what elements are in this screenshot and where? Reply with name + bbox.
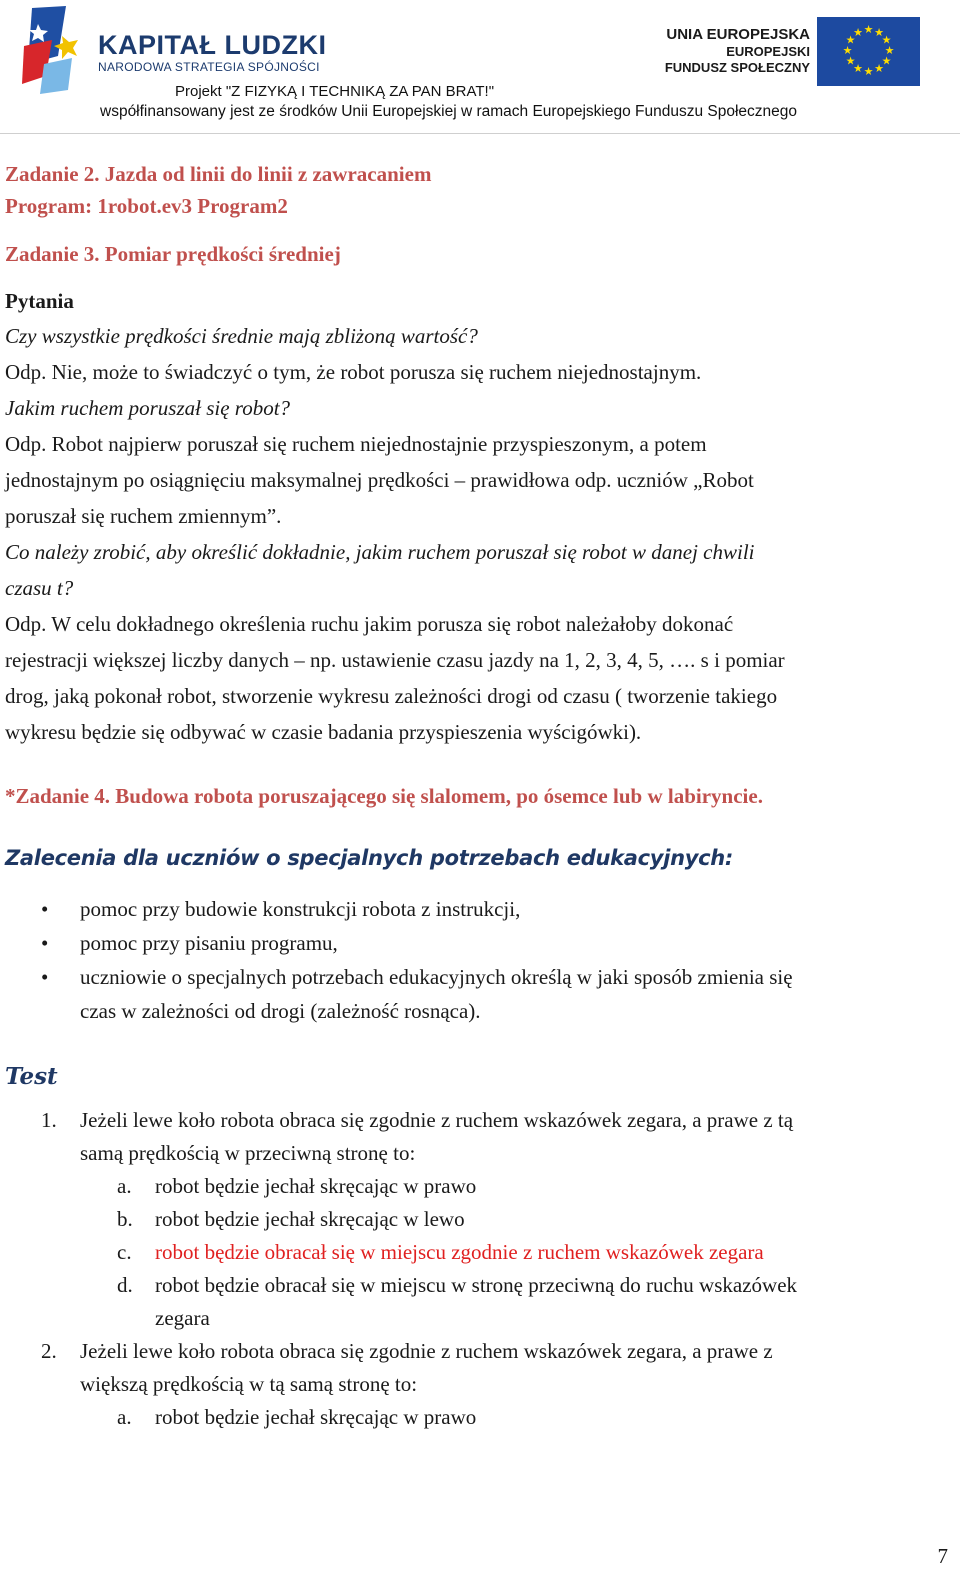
option-d-continuation <box>80 1302 940 1335</box>
svg-text:★: ★ <box>881 54 892 68</box>
question-1: Czy wszystkie prędkości średnie mają zbliżoną wartość? <box>5 324 478 348</box>
answer-2-line-2: jednostajnym po osiągnięciu maksymalnej prędkości – prawidłowa odp. uczniów „Robot <box>5 468 754 492</box>
list-item-text: czas w zależności od drogi (zależność rosnąca). <box>80 999 481 1023</box>
question-2: Jakim ruchem poruszał się robot? <box>5 396 291 420</box>
test-question-1-options <box>80 1170 940 1335</box>
list-item-text: uczniowie o specjalnych potrzebach edukacyjnych określą w jaki sposób zmienia się <box>80 965 793 989</box>
question-3-line-2: czasu t? <box>5 576 74 600</box>
document-header <box>0 0 960 134</box>
svg-text:★: ★ <box>874 62 884 75</box>
answer-2-line-1: Odp. Robot najpierw poruszał się ruchem niejednostajnie przyspieszonym, a potem <box>5 432 707 456</box>
bullet-icon: • <box>41 931 49 955</box>
svg-text:★: ★ <box>853 62 863 75</box>
answer-3-line-3: drog, jaką pokonał robot, stworzenie wykresu zależności drogi od czasu ( tworzenie takiego <box>5 684 778 708</box>
kapital-ludzki-logo-icon <box>22 6 82 94</box>
eu-flag-icon <box>817 17 920 86</box>
list-item-text: pomoc przy budowie konstrukcji robota z instrukcji, <box>80 897 521 921</box>
eu-fund-line2: FUNDUSZ SPOŁECZNY <box>664 60 810 75</box>
answer-1: Odp. Nie, może to świadczyć o tym, że robot porusza się ruchem niejednostajnym. <box>5 360 702 384</box>
svg-text:★: ★ <box>845 33 856 47</box>
svg-text:★: ★ <box>881 33 892 47</box>
task-3-title: Zadanie 3. Pomiar prędkości średniej <box>5 242 341 266</box>
option-letter: d. <box>117 1273 133 1297</box>
option-letter: a. <box>117 1174 132 1198</box>
answer-2-line-3: poruszał się ruchem zmiennym”. <box>5 504 282 528</box>
document-body <box>5 158 940 1434</box>
option-letter: a. <box>117 1405 132 1429</box>
option-text: robot będzie jechał skręcając w prawo <box>155 1174 477 1198</box>
recommendations-list <box>5 892 940 1028</box>
list-item-text: pomoc przy pisaniu programu, <box>80 931 338 955</box>
page-number: 7 <box>937 1544 948 1568</box>
test-heading: Test <box>5 1063 58 1090</box>
kl-title: KAPITAŁ LUDZKI <box>98 30 327 60</box>
svg-text:★: ★ <box>884 44 895 57</box>
option-b <box>80 1203 940 1236</box>
bullet-icon: • <box>41 897 49 921</box>
questions-heading: Pytania <box>5 289 74 313</box>
svg-text:★: ★ <box>853 26 863 39</box>
task-2-program: Program: 1robot.ev3 Program2 <box>5 194 288 218</box>
question-3-line-1: Co należy zrobić, aby określić dokładnie, jakim ruchem poruszał się robot w danej chwili <box>5 540 755 564</box>
kl-subtitle: NARODOWA STRATEGIA SPÓJNOŚCI <box>98 60 320 74</box>
option-letter: b. <box>117 1207 133 1231</box>
cofinancing-note: współfinansowany jest ze środków Unii Europejskiej w ramach Europejskiego Funduszu Społecznego <box>100 103 798 120</box>
test-question-2 <box>5 1335 940 1434</box>
list-item <box>5 892 940 926</box>
test-question-1 <box>5 1104 940 1335</box>
list-item <box>5 926 940 960</box>
option-c-correct <box>80 1236 940 1269</box>
eu-fund-line1: EUROPEJSKI <box>726 44 810 59</box>
option-text: robot będzie jechał skręcając w prawo <box>155 1405 477 1429</box>
option-a <box>80 1401 940 1434</box>
test-question-2-options <box>80 1401 940 1434</box>
header-divider <box>0 133 960 134</box>
project-info <box>0 82 960 122</box>
question-number: 1. <box>41 1108 57 1132</box>
list-item-continuation <box>5 994 940 1028</box>
test-question-1-line-2: samą prędkością w przeciwną stronę to: <box>80 1141 416 1165</box>
kapital-ludzki-wordmark <box>98 30 326 74</box>
option-d <box>80 1269 940 1302</box>
question-number: 2. <box>41 1339 57 1363</box>
option-text: robot będzie obracał się w miejscu w stronę przeciwną do ruchu wskazówek <box>155 1273 798 1297</box>
eu-title: UNIA EUROPEJSKA <box>666 26 810 43</box>
svg-text:★: ★ <box>863 23 874 36</box>
answer-3-line-1: Odp. W celu dokładnego określenia ruchu jakim porusza się robot należałoby dokonać <box>5 612 734 636</box>
project-name: Projekt "Z FIZYKĄ I TECHNIKĄ ZA PAN BRAT!" <box>175 83 495 100</box>
test-question-1-line-1: Jeżeli lewe koło robota obraca się zgodnie z ruchem wskazówek zegara, a prawe z tą <box>80 1108 794 1132</box>
option-text: robot będzie jechał skręcając w lewo <box>155 1207 465 1231</box>
task-2-title: Zadanie 2. Jazda od linii do linii z zawracaniem <box>5 162 432 186</box>
svg-text:★: ★ <box>874 26 884 39</box>
eu-wordmark <box>665 26 810 76</box>
option-letter: c. <box>117 1240 132 1264</box>
svg-text:★: ★ <box>845 54 856 68</box>
answer-3-line-4: wykresu będzie się odbywać w czasie badania przyspieszenia wyścigówki). <box>5 720 642 744</box>
task-4-title: *Zadanie 4. Budowa robota poruszającego się slalomem, po ósemce lub w labiryncie. <box>5 784 763 808</box>
svg-text:★: ★ <box>842 44 853 57</box>
task-2-section <box>5 158 940 222</box>
list-item <box>5 960 940 994</box>
answer-3-line-2: rejestracji większej liczby danych – np. ustawienie czasu jazdy na 1, 2, 3, 4, 5, …. s i pomiar <box>5 648 785 672</box>
option-a <box>80 1170 940 1203</box>
svg-text:★: ★ <box>863 65 874 78</box>
test-questions <box>5 1104 940 1434</box>
test-question-2-line-1: Jeżeli lewe koło robota obraca się zgodnie z ruchem wskazówek zegara, a prawe z <box>80 1339 773 1363</box>
recommendations-heading: Zalecenia dla uczniów o specjalnych potrzebach edukacyjnych: <box>5 846 734 870</box>
test-question-2-line-2: większą prędkością w tą samą stronę to: <box>80 1372 418 1396</box>
option-text: zegara <box>155 1306 210 1330</box>
option-text: robot będzie obracał się w miejscu zgodnie z ruchem wskazówek zegara <box>155 1240 764 1264</box>
bullet-icon: • <box>41 965 49 989</box>
